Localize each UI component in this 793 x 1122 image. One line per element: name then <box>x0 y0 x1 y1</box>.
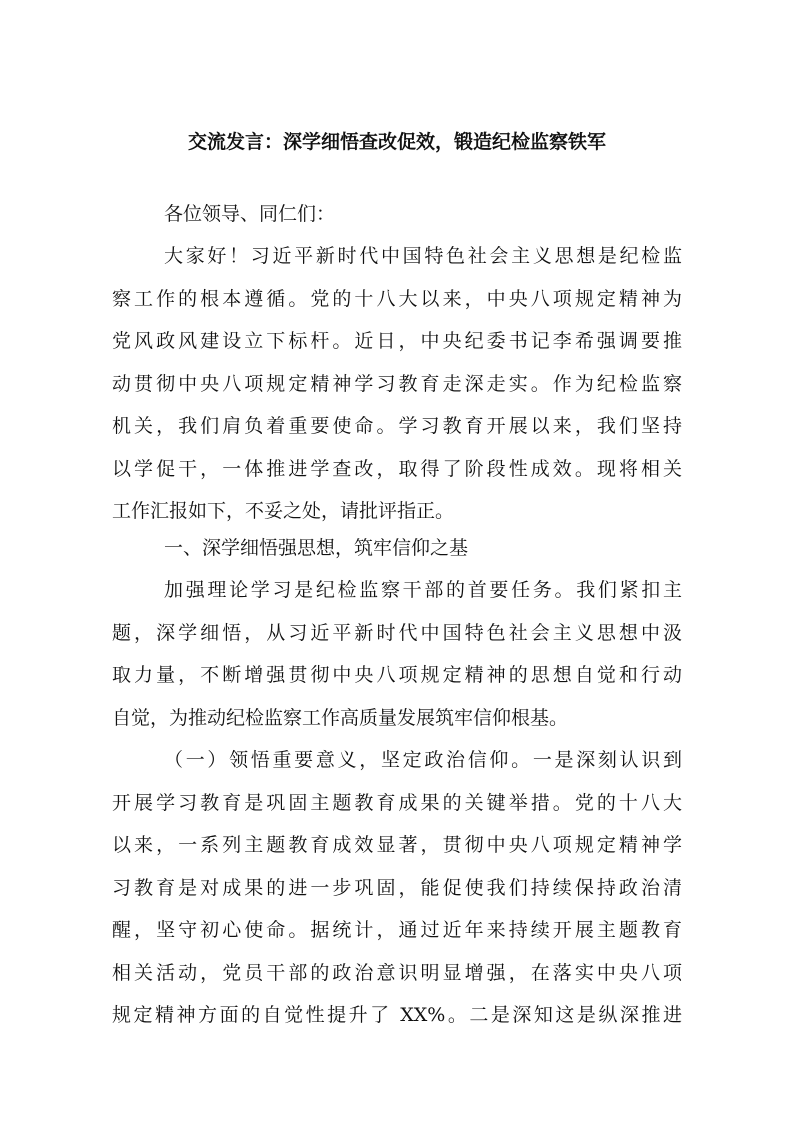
paragraph-line: （一）领悟重要意义，坚定政治信仰。一是深刻认识到 <box>164 749 682 771</box>
paragraph-line: 以学促干，一体推进学查改，取得了阶段性成效。现将相关 <box>112 458 682 480</box>
paragraph-line: 机关，我们肩负着重要使命。学习教育开展以来，我们坚持 <box>112 415 682 437</box>
paragraph-line: 相关活动，党员干部的政治意识明显增强，在落实中央八项 <box>112 962 682 984</box>
salutation: 各位领导、同仁们： <box>164 203 336 225</box>
paragraph-line: 自觉，为推动纪检监察工作高质量发展筑牢信仰根基。 <box>112 707 569 729</box>
paragraph-line: 开展学习教育是巩固主题教育成果的关键举措。党的十八大 <box>112 792 682 814</box>
paragraph-line: 察工作的根本遵循。党的十八大以来，中央八项规定精神为 <box>112 288 682 310</box>
paragraph-line: 题，深学细悟，从习近平新时代中国特色社会主义思想中汲 <box>112 622 682 644</box>
paragraph-line: 加强理论学习是纪检监察干部的首要任务。我们紧扣主 <box>164 579 682 601</box>
paragraph-line: 工作汇报如下，不妥之处，请批评指正。 <box>112 500 455 522</box>
paragraph-line: 动贯彻中央八项规定精神学习教育走深走实。作为纪检监察 <box>112 373 682 395</box>
paragraph-line: 党风政风建设立下标杆。近日，中央纪委书记李希强调要推 <box>112 330 682 352</box>
paragraph-line: 规定精神方面的自觉性提升了 XX%。二是深知这是纵深推进 <box>112 1004 682 1026</box>
document-title: 交流发言：深学细悟查改促效，锻造纪检监察铁军 <box>187 131 606 153</box>
paragraph-line: 以来，一系列主题教育成效显著，贯彻中央八项规定精神学 <box>112 834 682 856</box>
section-heading: 一、深学细悟强思想，筑牢信仰之基 <box>164 537 469 559</box>
paragraph-line: 醒，坚守初心使命。据统计，通过近年来持续开展主题教育 <box>112 919 682 941</box>
paragraph-line: 大家好！习近平新时代中国特色社会主义思想是纪检监 <box>164 245 682 267</box>
paragraph-line: 习教育是对成果的进一步巩固，能促使我们持续保持政治清 <box>112 877 682 899</box>
paragraph-line: 取力量，不断增强贯彻中央八项规定精神的思想自觉和行动 <box>112 664 682 686</box>
